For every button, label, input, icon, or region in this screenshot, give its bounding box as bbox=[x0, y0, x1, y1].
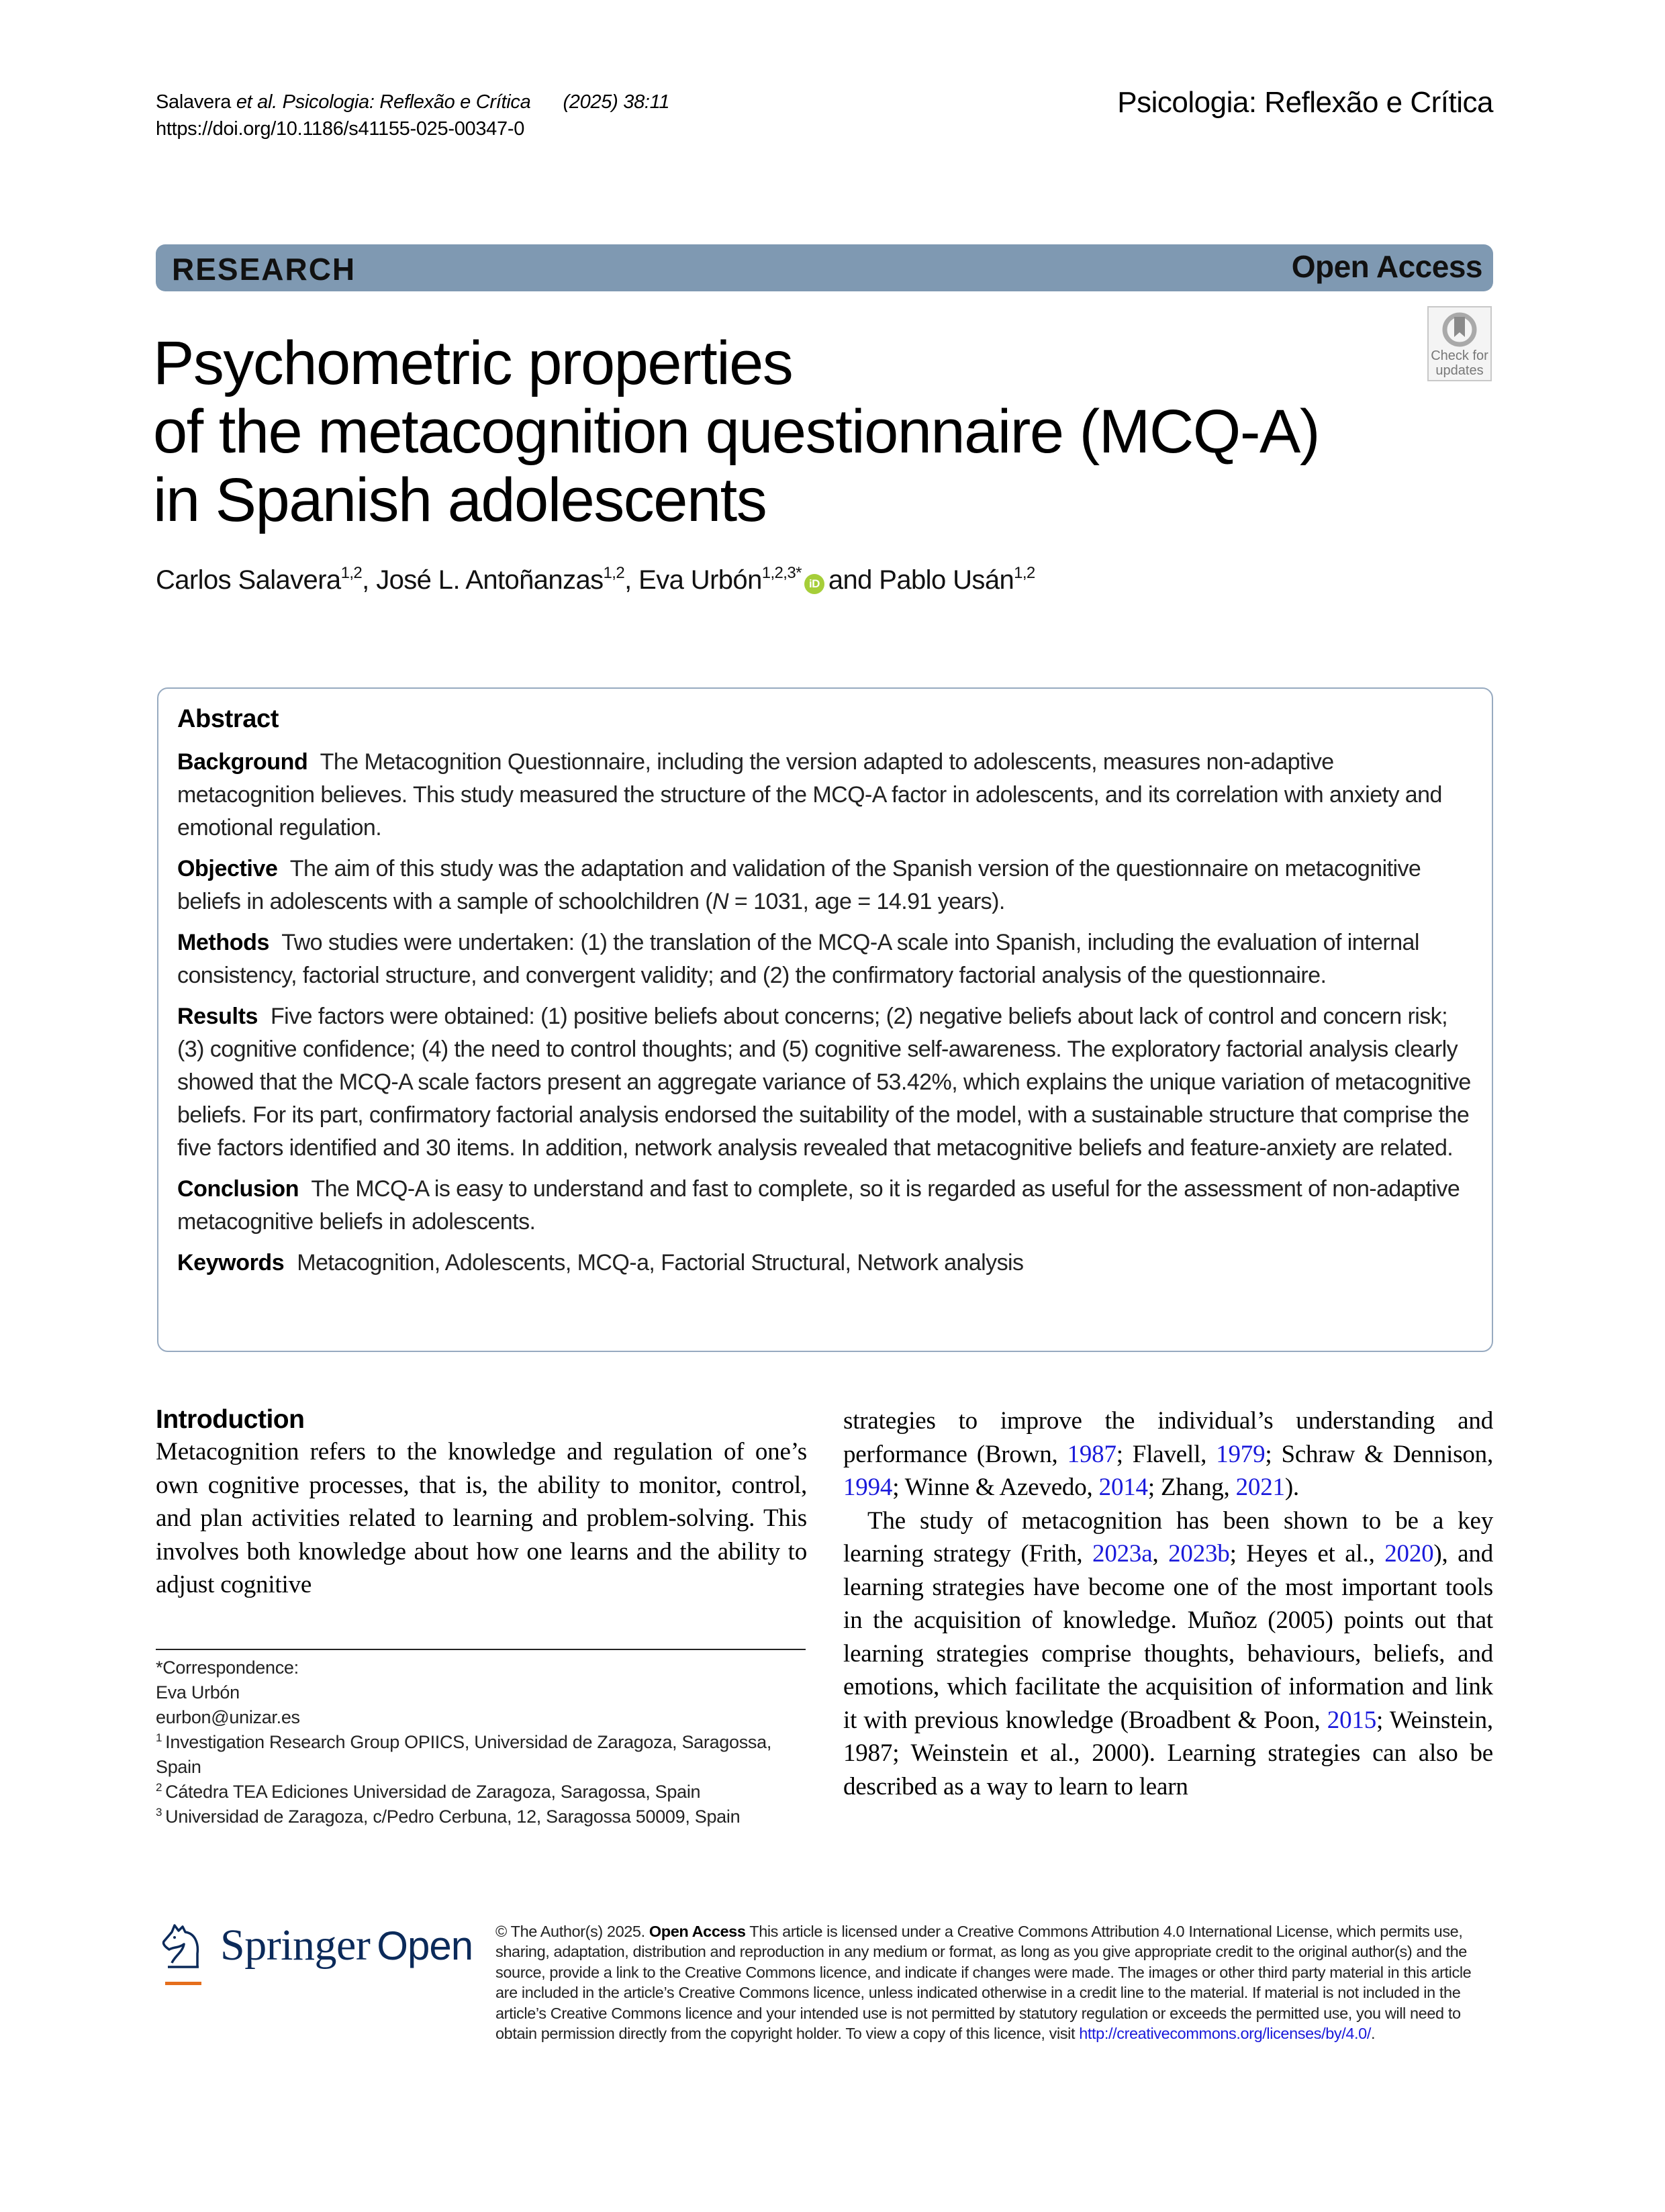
author-name[interactable]: Carlos Salavera bbox=[156, 565, 341, 595]
journal-name: Psicologia: Reflexão e Crítica bbox=[1117, 86, 1493, 119]
correspondence-email[interactable]: eurbon@unizar.es bbox=[156, 1707, 300, 1727]
body-column-left bbox=[156, 1404, 807, 1602]
open-access-label: Open Access bbox=[1291, 249, 1482, 284]
running-header-citation bbox=[156, 89, 669, 142]
license-notice: © The Author(s) 2025. Open Access This article is licensed under a Creative Commons Attribution 4.0 International License, which permits use, sharing, adaptation, distribution and reproduction in any medium or format, as long as you give appropriate credit to the original author(s) and the source, provide a link to the Creative Commons licence, and indicate if changes were made. The images or other third party material in this article are included in the article’s Creative Commons licence, unless indicated otherwise in a credit line to the material. If material is not included in the article’s Creative Commons licence and your intended use is not permitted by statutory regulation or exceeds the permitted use, you will need to obtain permission directly from the copyright holder. To view a copy of this licence, visit http://creativecommons.org/licenses/by/4.0/. bbox=[495, 1923, 1472, 2043]
affiliation: $^3$ Universidad de Zaragoza, c/Pedro Cerbuna, 12, Saragossa 50009, Spain bbox=[156, 1806, 741, 1827]
affiliation: $^2$ Cátedra TEA Ediciones Universidad de Zaragoza, Saragossa, Spain bbox=[156, 1781, 701, 1802]
abstract-box bbox=[157, 687, 1493, 1352]
license-link[interactable]: http://creativecommons.org/licenses/by/4.0/ bbox=[1079, 2025, 1371, 2043]
section-label: Methods bbox=[177, 930, 269, 955]
author-affiliation: 1,2 bbox=[603, 564, 625, 582]
citation-link[interactable]: 2021 bbox=[1235, 1474, 1285, 1501]
author-affiliation: 1,2 bbox=[1014, 564, 1035, 582]
citation-link[interactable]: 2023b bbox=[1168, 1540, 1230, 1568]
citation-link[interactable]: 2020 bbox=[1384, 1540, 1434, 1568]
title-line-2: of the metacognition questionnaire (MCQ-A) bbox=[153, 397, 1319, 466]
author-list: Carlos Salavera$^{1,2}$, José L. Antoñanzas$^{1,2}$, Eva Urbón$^{1,2,3*}$iD and Pablo Usán$^{1,2}$ bbox=[156, 564, 1035, 595]
correspondence-name: Eva Urbón bbox=[156, 1682, 240, 1702]
section-label: Keywords bbox=[177, 1250, 285, 1276]
open-access-bold: Open Access bbox=[649, 1923, 746, 1940]
first-author: Salavera bbox=[156, 91, 232, 113]
abstract-conclusion: Conclusion The MCQ-A is easy to understand and fast to complete, so it is regarded as useful for the assessment of non-adaptive metacognitive beliefs in adolescents. bbox=[177, 1176, 1460, 1235]
citation-link[interactable]: 2014 bbox=[1098, 1474, 1148, 1501]
citation-link[interactable]: 1994 bbox=[843, 1474, 893, 1501]
article-type-banner bbox=[156, 244, 1493, 291]
body-paragraph: The study of metacognition has been shown to be a key learning strategy (Frith, 2023a, 2023b; Heyes et al., 2020), and learning strategies have become one of the most important tools in the acquisition of knowledge. Muñoz (2005) points out that learning strategies comprise thoughts, behaviours, beliefs, and emotions, which facilitate the acquisition of information and link it with previous knowledge (Broadbent & Poon, 2015; Weinstein, 1987; Weinstein et al., 2000). Learning strategies can also be described as a way to learn to learn bbox=[843, 1506, 1493, 1800]
check-for-updates-button[interactable] bbox=[1427, 306, 1492, 381]
article-type-label: RESEARCH bbox=[172, 252, 356, 287]
check-for-updates-line1: Check for bbox=[1431, 348, 1488, 363]
footnote-divider bbox=[156, 1649, 806, 1650]
author-affiliation: 1,2,3* bbox=[761, 564, 802, 582]
introduction-paragraph: Metacognition refers to the knowledge and regulation of one’s own cognitive processes, that is, the ability to monitor, control, and plan activities related to learning and problem-solving. This involves both knowledge about how one learns and the ability to adjust cognitive bbox=[156, 1438, 807, 1598]
body-column-right bbox=[843, 1404, 1493, 1803]
citation-link[interactable]: 1979 bbox=[1216, 1440, 1266, 1468]
article-title bbox=[153, 329, 1395, 534]
abstract-results: Results Five factors were obtained: (1) positive beliefs about concerns; (2) negative beliefs about lack of control and concern risk; (3) cognitive confidence; (4) the need to control thoughts; and (5) cognitive self-awareness. The exploratory factorial analysis clearly showed that the MCQ-A scale factors present an aggregate variance of 53.42%, which explains the unique variation of metacognitive beliefs. For its part, confirmatory factorial analysis endorsed the suitability of the model, with a sustainable structure that comprise the five factors identified and 30 items. In addition, network analysis revealed that metacognitive beliefs and feature-anxiety are related. bbox=[177, 1004, 1471, 1161]
author-name[interactable]: Eva Urbón bbox=[638, 565, 762, 595]
citation-link[interactable]: 2023a bbox=[1092, 1540, 1153, 1568]
body-paragraph: strategies to improve the individual’s understanding and performance (Brown, 1987; Flavell, 1979; Schraw & Dennison, 1994; Winne & Azevedo, 2014; Zhang, 2021). bbox=[843, 1407, 1493, 1501]
section-label: Objective bbox=[177, 856, 278, 881]
author-affiliation: 1,2 bbox=[340, 564, 363, 582]
citation-link[interactable]: 2015 bbox=[1327, 1706, 1376, 1734]
springer-wordmark: Springer Open bbox=[220, 1921, 473, 1970]
section-label: Conclusion bbox=[177, 1176, 299, 1202]
title-line-3: in Spanish adolescents bbox=[153, 466, 767, 534]
title-line-1: Psychometric properties bbox=[153, 329, 793, 397]
abstract-methods: Methods Two studies were undertaken: (1) the translation of the MCQ-A scale into Spanish, including the evaluation of internal consistency, factorial structure, and convergent validity; and (2) the confirmatory factorial analysis of the questionnaire. bbox=[177, 930, 1419, 988]
footnotes bbox=[156, 1655, 806, 1829]
author-name[interactable]: José L. Antoñanzas bbox=[376, 565, 604, 595]
introduction-heading: Introduction bbox=[156, 1405, 305, 1434]
author-name[interactable]: and Pablo Usán bbox=[828, 565, 1014, 595]
journal-citation: et al. Psicologia: Reflexão e Crítica bbox=[236, 91, 531, 113]
volume-info: (2025) 38:11 bbox=[563, 91, 670, 113]
affiliation: $^1$ Investigation Research Group OPIICS, Universidad de Zaragoza, Saragossa, Spain bbox=[156, 1731, 772, 1777]
copyright-text: © The Author(s) 2025. bbox=[495, 1923, 645, 1940]
doi-link[interactable]: https://doi.org/10.1186/s41155-025-00347-0 bbox=[156, 118, 525, 140]
abstract-keywords: Keywords Metacognition, Adolescents, MCQ-a, Factorial Structural, Network analysis bbox=[177, 1250, 1024, 1276]
abstract-background: Background The Metacognition Questionnaire, including the version adapted to adolescents, measures non-adaptive metacognition believes. This study measured the structure of the MCQ-A factor in adolescents, and its correlation with anxiety and emotional regulation. bbox=[177, 749, 1442, 840]
bookmark-ring-icon bbox=[1441, 311, 1478, 348]
section-label: Results bbox=[177, 1004, 258, 1029]
citation-link[interactable]: 1987 bbox=[1067, 1440, 1116, 1468]
springer-knight-icon bbox=[158, 1923, 205, 1970]
springer-accent-bar bbox=[165, 1982, 201, 1985]
abstract-objective: Objective The aim of this study was the adaptation and validation of the Spanish version of the questionnaire on metacognitive beliefs in adolescents with a sample of schoolchildren (N = 1031, age = 14.91 years). bbox=[177, 856, 1421, 914]
section-label: Background bbox=[177, 749, 308, 775]
check-for-updates-line2: updates bbox=[1435, 363, 1484, 378]
orcid-icon[interactable]: iD bbox=[804, 574, 824, 594]
abstract-heading: Abstract bbox=[177, 705, 279, 733]
citation-line bbox=[156, 89, 669, 115]
correspondence-label: *Correspondence: bbox=[156, 1657, 299, 1678]
